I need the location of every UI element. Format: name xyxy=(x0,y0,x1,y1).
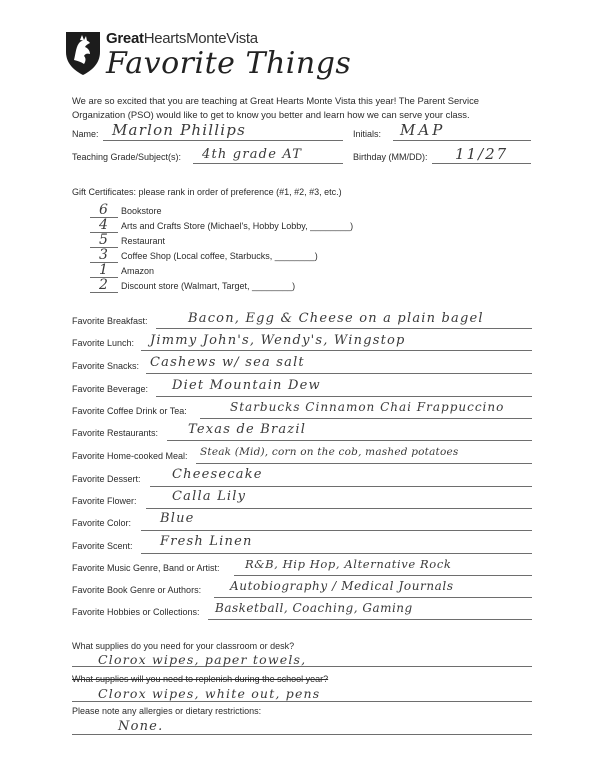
favorite-label: Favorite Coffee Drink or Tea: xyxy=(72,406,187,416)
gift-option-label: Restaurant xyxy=(121,236,166,246)
grade-value[interactable]: 4th grade AT xyxy=(202,147,303,162)
favorite-line xyxy=(208,619,532,620)
brand-light: HeartsMonteVista xyxy=(143,30,258,47)
question-line xyxy=(72,734,532,735)
favorite-value[interactable]: Starbucks Cinnamon Chai Frappuccino xyxy=(230,400,505,414)
favorite-line xyxy=(214,597,532,598)
question-label: What supplies will you need to replenish during the school year? xyxy=(72,674,329,684)
favorite-line xyxy=(150,486,532,487)
brand-name xyxy=(106,30,258,47)
favorite-line xyxy=(167,440,532,441)
favorite-label: Favorite Snacks: xyxy=(72,361,140,371)
gift-rank[interactable]: 4 xyxy=(98,217,110,233)
birthday-label: Birthday (MM/DD): xyxy=(353,152,428,162)
favorite-value[interactable]: Texas de Brazil xyxy=(188,422,307,437)
favorite-label: Favorite Lunch: xyxy=(72,338,135,348)
favorite-value[interactable]: Fresh Linen xyxy=(160,534,253,549)
name-value[interactable]: Marlon Phillips xyxy=(112,121,246,139)
gift-option-label: Bookstore xyxy=(121,206,162,216)
favorite-value[interactable]: Steak (Mid), corn on the cob, mashed potatoes xyxy=(200,446,459,458)
favorite-label: Favorite Restaurants: xyxy=(72,428,159,438)
initials-value[interactable]: MAP xyxy=(400,121,446,139)
favorite-line xyxy=(141,350,532,351)
favorite-label: Favorite Scent: xyxy=(72,541,133,551)
question-answer[interactable]: None. xyxy=(118,719,164,734)
gift-rank[interactable]: 3 xyxy=(98,247,110,263)
favorite-line xyxy=(200,418,532,419)
favorite-line xyxy=(156,328,532,329)
favorite-label: Favorite Home-cooked Meal: xyxy=(72,451,188,461)
favorite-label: Favorite Dessert: xyxy=(72,474,141,484)
favorite-line xyxy=(146,508,532,509)
favorite-label: Favorite Breakfast: xyxy=(72,316,148,326)
logo-crest xyxy=(64,30,102,76)
question-line xyxy=(72,701,532,702)
name-line xyxy=(103,140,343,141)
birthday-value[interactable]: 11/27 xyxy=(455,145,509,163)
favorite-label: Favorite Book Genre or Authors: xyxy=(72,585,202,595)
favorite-label: Favorite Beverage: xyxy=(72,384,149,394)
favorite-label: Favorite Flower: xyxy=(72,496,137,506)
favorite-value[interactable]: Jimmy John's, Wendy's, Wingstop xyxy=(150,333,406,348)
favorite-label: Favorite Color: xyxy=(72,518,132,528)
gift-heading: Gift Certificates: please rank in order of preference (#1, #2, #3, etc.) xyxy=(72,187,342,197)
gift-rank[interactable]: 6 xyxy=(98,202,110,218)
initials-label: Initials: xyxy=(353,129,382,139)
favorite-value[interactable]: Diet Mountain Dew xyxy=(172,378,321,393)
favorite-line xyxy=(146,373,532,374)
brand-bold: Great xyxy=(106,30,144,47)
favorite-value[interactable]: Blue xyxy=(160,511,195,526)
gift-rank[interactable]: 2 xyxy=(98,277,110,293)
favorite-label: Favorite Music Genre, Band or Artist: xyxy=(72,563,220,573)
question-answer[interactable]: Clorox wipes, paper towels, xyxy=(98,652,307,667)
intro-paragraph: We are so excited that you are teaching at Great Hearts Monte Vista this year! The Parent Service Organization (PSO) would like to get to know you better and learn how we can serve your class. xyxy=(72,95,479,120)
favorite-value[interactable]: Bacon, Egg & Cheese on a plain bagel xyxy=(188,311,484,326)
question-label: Please note any allergies or dietary restrictions: xyxy=(72,706,262,716)
gift-option-label: Amazon xyxy=(121,266,155,276)
favorite-line xyxy=(141,530,532,531)
question-label: What supplies do you need for your classroom or desk? xyxy=(72,641,295,651)
page-title: Favorite Things xyxy=(106,46,352,81)
favorite-value[interactable]: Cheesecake xyxy=(172,467,263,482)
favorite-value[interactable]: Autobiography / Medical Journals xyxy=(230,579,454,593)
favorite-line xyxy=(141,553,532,554)
gift-option-label: Coffee Shop (Local coffee, Starbucks, ________) xyxy=(121,251,318,261)
name-label: Name: xyxy=(72,129,99,139)
question-answer[interactable]: Clorox wipes, white out, pens xyxy=(98,686,321,701)
favorite-line xyxy=(234,575,532,576)
favorite-line xyxy=(196,463,532,464)
favorite-value[interactable]: R&B, Hip Hop, Alternative Rock xyxy=(245,557,452,571)
grade-label: Teaching Grade/Subject(s): xyxy=(72,152,182,162)
gift-rank[interactable]: 1 xyxy=(98,262,110,278)
favorite-line xyxy=(156,396,532,397)
initials-line xyxy=(393,140,531,141)
birthday-line xyxy=(432,163,531,164)
grade-line xyxy=(193,163,343,164)
gift-option-label: Arts and Crafts Store (Michael's, Hobby Lobby, ________) xyxy=(121,221,354,231)
gift-option-label: Discount store (Walmart, Target, ________) xyxy=(121,281,296,291)
favorite-value[interactable]: Cashews w/ sea salt xyxy=(150,355,305,370)
favorite-label: Favorite Hobbies or Collections: xyxy=(72,607,200,617)
favorite-value[interactable]: Basketball, Coaching, Gaming xyxy=(215,601,413,615)
gift-rank[interactable]: 5 xyxy=(98,232,110,248)
favorite-value[interactable]: Calla Lily xyxy=(172,489,247,504)
